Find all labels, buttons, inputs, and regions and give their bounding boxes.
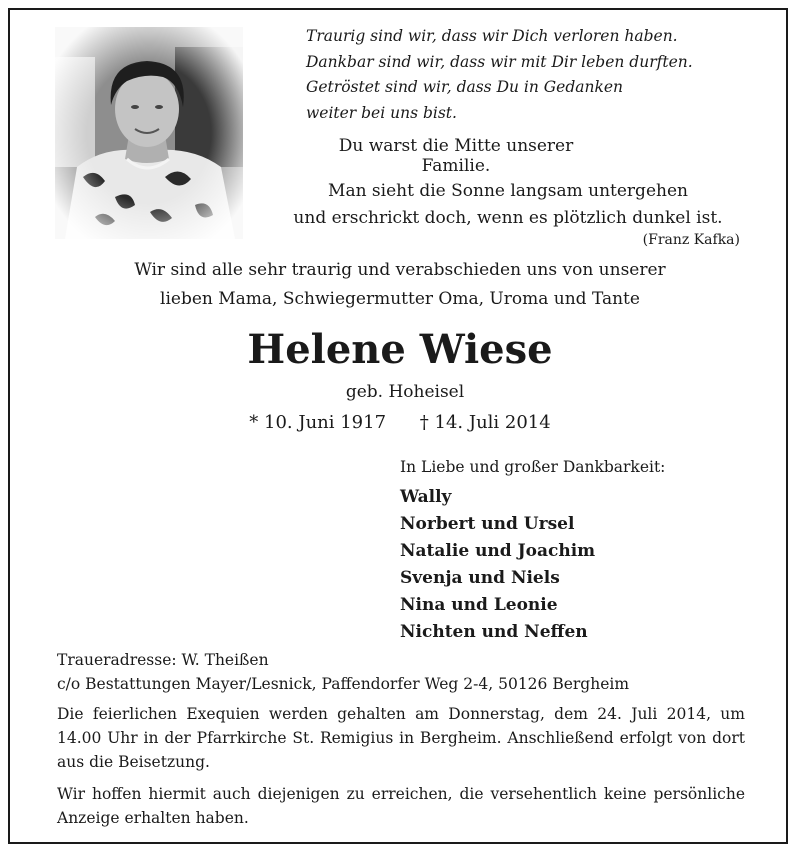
intro-line: Wir sind alle sehr traurig und verabschieden uns von unserer	[134, 260, 666, 280]
quote-line: Man sieht die Sonne langsam untergehen	[328, 181, 688, 201]
thanks-line: In Liebe und großer Dankbarkeit:	[400, 458, 666, 476]
quote-line: und erschrickt doch, wenn es plötzlich dunkel ist.	[293, 208, 723, 228]
birth-date: * 10. Juni 1917	[249, 412, 387, 433]
address-line: c/o Bestattungen Mayer/Lesnick, Paffendorfer Weg 2-4, 50126 Bergheim	[57, 675, 630, 693]
address-line: Traueradresse: W. Theißen	[57, 651, 269, 669]
deceased-name: Helene Wiese	[247, 326, 553, 373]
intro-line: lieben Mama, Schwiegermutter Oma, Uroma und Tante	[160, 289, 640, 309]
poem-line: Getröstet sind wir, dass Du in Gedanken	[306, 78, 624, 96]
death-date: † 14. Juli 2014	[419, 412, 551, 433]
mourner-name: Natalie und Joachim	[400, 541, 596, 561]
mourner-name: Wally	[400, 487, 452, 507]
life-dates	[0, 412, 800, 433]
mourner-name: Norbert und Ursel	[400, 514, 575, 534]
center-of-family-line: Du warst die Mitte unserer Familie.	[338, 136, 574, 176]
mourners-list	[400, 484, 780, 646]
poem-line: Dankbar sind wir, dass wir mit Dir leben durften.	[306, 52, 693, 71]
portrait-illustration	[55, 27, 243, 239]
mourning-address	[57, 648, 757, 696]
portrait-photo	[55, 27, 243, 239]
closing-note: Wir hoffen hiermit auch diejenigen zu erreichen, die versehentlich keine persönliche Anzeige erhalten haben.	[57, 785, 745, 827]
poem-block	[306, 24, 766, 126]
mourner-name: Nichten und Neffen	[400, 622, 588, 642]
farewell-intro	[40, 256, 760, 314]
mourner-name: Nina und Leonie	[400, 595, 558, 615]
service-information: Die feierlichen Exequien werden gehalten am Donnerstag, dem 24. Juli 2014, um 14.00 Uhr in der Pfarrkirche St. Remigius in Bergheim. Anschließend erfolgt von dort aus die Beisetzung.	[57, 705, 745, 771]
maiden-name: geb. Hoheisel	[345, 382, 465, 402]
mourner-name: Svenja und Niels	[400, 568, 560, 588]
poem-line: weiter bei uns bist.	[306, 103, 457, 122]
quote-author: (Franz Kafka)	[642, 232, 740, 248]
kafka-quote	[258, 178, 758, 232]
poem-line: Traurig sind wir, dass wir Dich verloren haben.	[306, 27, 678, 45]
